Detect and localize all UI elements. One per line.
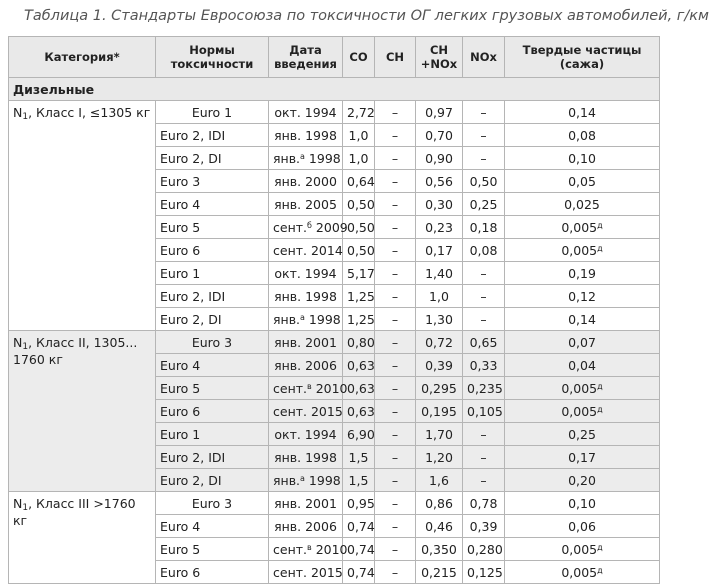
header-norm: Нормы токсичности — [156, 37, 269, 78]
chnox-cell: 0,72 — [416, 331, 463, 354]
category-rest: , Класс III >1760 кг — [13, 496, 136, 528]
date-month: янв. — [274, 196, 302, 212]
header-category: Категория* — [9, 37, 156, 78]
pm-cell — [505, 446, 660, 469]
date-month: янв. — [273, 150, 301, 166]
pm-footnote: д — [597, 565, 603, 575]
pm-value: 0,10 — [568, 150, 596, 166]
date-footnote: б — [307, 220, 312, 230]
norm-cell: Euro 3 — [156, 331, 269, 354]
category-cell — [9, 101, 156, 331]
date-month: янв. — [274, 495, 302, 511]
pm-cell — [505, 331, 660, 354]
pm-value: 0,25 — [568, 426, 596, 442]
chnox-cell: 0,70 — [416, 124, 463, 147]
date-month: янв. — [274, 288, 302, 304]
date-footnote: в — [307, 542, 312, 552]
date-year: 2010 — [311, 380, 348, 396]
date-cell — [269, 331, 343, 354]
ch-cell: – — [375, 216, 416, 239]
norm-cell: Euro 2, IDI — [156, 285, 269, 308]
nox-cell: – — [463, 262, 505, 285]
pm-value: 0,14 — [568, 104, 596, 120]
header-ch: CH — [375, 37, 416, 78]
date-month: окт. — [274, 265, 301, 281]
ch-cell: – — [375, 239, 416, 262]
chnox-cell: 0,215 — [416, 561, 463, 584]
co-cell: 0,95 — [343, 492, 375, 515]
norm-cell: Euro 3 — [156, 492, 269, 515]
ch-cell: – — [375, 101, 416, 124]
norm-cell: Euro 4 — [156, 193, 269, 216]
pm-cell — [505, 170, 660, 193]
nox-cell: – — [463, 469, 505, 492]
category-cell — [9, 331, 156, 492]
date-year: 1998 — [304, 472, 341, 488]
date-year: 2001 — [301, 495, 337, 511]
pm-value: 0,10 — [568, 495, 596, 511]
chnox-cell: 0,295 — [416, 377, 463, 400]
pm-cell — [505, 515, 660, 538]
category-main: N — [13, 105, 23, 120]
date-year: 1994 — [300, 426, 337, 442]
ch-cell: – — [375, 400, 416, 423]
date-cell — [269, 423, 343, 446]
category-cell — [9, 492, 156, 584]
date-cell — [269, 354, 343, 377]
date-cell — [269, 400, 343, 423]
ch-cell: – — [375, 147, 416, 170]
nox-cell: 0,78 — [463, 492, 505, 515]
co-cell: 0,80 — [343, 331, 375, 354]
pm-cell — [505, 262, 660, 285]
nox-cell: 0,280 — [463, 538, 505, 561]
date-cell — [269, 469, 343, 492]
date-year: 2014 — [307, 242, 343, 258]
date-month: янв. — [274, 127, 302, 143]
nox-cell: 0,18 — [463, 216, 505, 239]
ch-cell: – — [375, 515, 416, 538]
pm-value: 0,005 — [561, 219, 598, 235]
date-cell — [269, 538, 348, 561]
chnox-cell: 0,56 — [416, 170, 463, 193]
pm-value: 0,20 — [568, 472, 596, 488]
pm-cell — [505, 377, 660, 400]
date-year: 2005 — [301, 196, 337, 212]
pm-value: 0,08 — [568, 127, 596, 143]
co-cell: 0,50 — [343, 193, 375, 216]
date-cell — [269, 216, 348, 239]
date-footnote: в — [307, 381, 312, 391]
nox-cell: – — [463, 423, 505, 446]
nox-cell: – — [463, 147, 505, 170]
norm-cell: Euro 2, DI — [156, 147, 269, 170]
pm-cell — [505, 561, 660, 584]
ch-cell: – — [375, 377, 416, 400]
chnox-cell: 0,90 — [416, 147, 463, 170]
pm-value: 0,14 — [568, 311, 596, 327]
pm-value: 0,05 — [568, 173, 596, 189]
category-rest: , Класс II, 1305... 1760 кг — [13, 335, 138, 367]
nox-cell: 0,08 — [463, 239, 505, 262]
co-cell: 0,64 — [343, 170, 375, 193]
chnox-cell: 0,46 — [416, 515, 463, 538]
date-footnote: а — [300, 473, 305, 483]
chnox-cell: 0,86 — [416, 492, 463, 515]
date-year: 2015 — [307, 403, 343, 419]
date-cell — [269, 124, 343, 147]
date-month: янв. — [274, 173, 302, 189]
pm-value: 0,06 — [568, 518, 596, 534]
norm-cell: Euro 3 — [156, 170, 269, 193]
date-year: 1998 — [301, 127, 337, 143]
category-rest: , Класс I, ≤1305 кг — [28, 105, 151, 120]
header-date: Дата введения — [269, 37, 343, 78]
pm-cell — [505, 308, 660, 331]
chnox-cell: 0,350 — [416, 538, 463, 561]
emissions-table — [8, 36, 660, 584]
nox-cell: – — [463, 446, 505, 469]
ch-cell: – — [375, 469, 416, 492]
chnox-cell: 0,97 — [416, 101, 463, 124]
co-cell: 1,0 — [343, 147, 375, 170]
date-year: 1994 — [300, 265, 337, 281]
date-month: сент. — [273, 380, 307, 396]
pm-value: 0,12 — [568, 288, 596, 304]
pm-cell — [505, 101, 660, 124]
norm-cell: Euro 1 — [156, 423, 269, 446]
date-cell — [269, 239, 343, 262]
ch-cell: – — [375, 446, 416, 469]
co-cell: 1,25 — [343, 308, 375, 331]
date-footnote: а — [300, 312, 305, 322]
date-month: янв. — [273, 311, 301, 327]
ch-cell: – — [375, 193, 416, 216]
pm-value: 0,025 — [564, 196, 600, 212]
chnox-cell: 1,30 — [416, 308, 463, 331]
category-sub: 1 — [22, 342, 29, 352]
section-row — [9, 78, 660, 101]
co-cell: 5,17 — [343, 262, 375, 285]
nox-cell: – — [463, 308, 505, 331]
date-month: янв. — [274, 334, 302, 350]
date-month: янв. — [274, 518, 302, 534]
date-year: 2009 — [311, 219, 348, 235]
date-cell — [269, 285, 343, 308]
date-cell — [269, 492, 343, 515]
header-chnox: CH +NOx — [416, 37, 463, 78]
date-cell — [269, 446, 343, 469]
date-month: сент. — [273, 219, 307, 235]
ch-cell: – — [375, 561, 416, 584]
pm-value: 0,005 — [561, 242, 598, 258]
pm-cell — [505, 124, 660, 147]
date-cell — [269, 377, 348, 400]
co-cell: 6,90 — [343, 423, 375, 446]
co-cell: 0,50 — [343, 216, 375, 239]
co-cell: 0,50 — [343, 239, 375, 262]
co-cell: 0,63 — [343, 400, 375, 423]
nox-cell: 0,105 — [463, 400, 505, 423]
date-cell — [269, 262, 343, 285]
co-cell: 0,74 — [343, 515, 375, 538]
norm-cell: Euro 2, DI — [156, 469, 269, 492]
pm-footnote: д — [597, 243, 603, 253]
nox-cell: 0,125 — [463, 561, 505, 584]
nox-cell: 0,33 — [463, 354, 505, 377]
pm-value: 0,005 — [561, 403, 598, 419]
date-month: янв. — [273, 472, 301, 488]
nox-cell: – — [463, 101, 505, 124]
date-month: сент. — [273, 541, 307, 557]
pm-footnote: д — [597, 381, 603, 391]
pm-value: 0,04 — [568, 357, 596, 373]
norm-cell: Euro 4 — [156, 515, 269, 538]
category-sub: 1 — [22, 112, 29, 122]
date-month: сент. — [273, 403, 307, 419]
chnox-cell: 1,70 — [416, 423, 463, 446]
co-cell: 0,63 — [343, 354, 375, 377]
pm-value: 0,07 — [568, 334, 596, 350]
pm-cell — [505, 400, 660, 423]
norm-cell: Euro 5 — [156, 538, 269, 561]
norm-cell: Euro 1 — [156, 101, 269, 124]
date-cell — [269, 170, 343, 193]
ch-cell: – — [375, 538, 416, 561]
nox-cell: 0,50 — [463, 170, 505, 193]
date-year: 1998 — [301, 288, 337, 304]
chnox-cell: 1,20 — [416, 446, 463, 469]
pm-cell — [505, 354, 660, 377]
norm-cell: Euro 5 — [156, 216, 269, 239]
pm-value: 0,005 — [561, 541, 598, 557]
date-cell — [269, 561, 343, 584]
header-co: CO — [343, 37, 375, 78]
date-cell — [269, 147, 343, 170]
date-cell — [269, 515, 343, 538]
date-year: 2006 — [301, 518, 337, 534]
table-row — [9, 492, 660, 515]
pm-cell — [505, 423, 660, 446]
ch-cell: – — [375, 124, 416, 147]
date-year: 2001 — [301, 334, 337, 350]
nox-cell: – — [463, 285, 505, 308]
date-year: 2015 — [307, 564, 343, 580]
norm-cell: Euro 4 — [156, 354, 269, 377]
chnox-cell: 0,195 — [416, 400, 463, 423]
co-cell: 0,74 — [343, 561, 375, 584]
chnox-cell: 1,6 — [416, 469, 463, 492]
date-year: 1998 — [304, 150, 341, 166]
pm-cell — [505, 216, 660, 239]
ch-cell: – — [375, 285, 416, 308]
pm-cell — [505, 492, 660, 515]
ch-cell: – — [375, 331, 416, 354]
norm-cell: Euro 6 — [156, 561, 269, 584]
co-cell: 1,25 — [343, 285, 375, 308]
ch-cell: – — [375, 492, 416, 515]
ch-cell: – — [375, 308, 416, 331]
nox-cell: 0,65 — [463, 331, 505, 354]
date-footnote: а — [300, 151, 305, 161]
chnox-cell: 0,39 — [416, 354, 463, 377]
date-year: 2006 — [301, 357, 337, 373]
header-row — [9, 37, 660, 78]
pm-footnote: д — [597, 404, 603, 414]
category-sub: 1 — [22, 503, 29, 513]
ch-cell: – — [375, 423, 416, 446]
norm-cell: Euro 5 — [156, 377, 269, 400]
date-month: окт. — [274, 426, 301, 442]
date-year: 2000 — [301, 173, 337, 189]
date-cell — [269, 101, 343, 124]
pm-cell — [505, 239, 660, 262]
category-main: N — [13, 335, 23, 350]
date-month: сент. — [273, 242, 307, 258]
co-cell: 0,63 — [343, 377, 375, 400]
co-cell: 2,72 — [343, 101, 375, 124]
nox-cell: 0,235 — [463, 377, 505, 400]
nox-cell: 0,39 — [463, 515, 505, 538]
nox-cell: 0,25 — [463, 193, 505, 216]
pm-value: 0,19 — [568, 265, 596, 281]
co-cell: 1,5 — [343, 446, 375, 469]
date-year: 2010 — [311, 541, 348, 557]
norm-cell: Euro 1 — [156, 262, 269, 285]
date-cell — [269, 193, 343, 216]
date-month: янв. — [274, 449, 302, 465]
co-cell: 0,74 — [343, 538, 375, 561]
pm-cell — [505, 147, 660, 170]
pm-cell — [505, 469, 660, 492]
pm-cell — [505, 285, 660, 308]
table-caption: Таблица 1. Стандарты Евросоюза по токсичности ОГ легких грузовых автомобилей, г/км — [24, 8, 709, 24]
date-year: 1998 — [304, 311, 341, 327]
ch-cell: – — [375, 262, 416, 285]
chnox-cell: 0,23 — [416, 216, 463, 239]
nox-cell: – — [463, 124, 505, 147]
section-label: Дизельные — [9, 78, 660, 101]
header-nox: NOx — [463, 37, 505, 78]
pm-cell — [505, 538, 660, 561]
norm-cell: Euro 6 — [156, 239, 269, 262]
date-year: 1994 — [300, 104, 337, 120]
chnox-cell: 1,40 — [416, 262, 463, 285]
category-main: N — [13, 496, 23, 511]
table-row — [9, 101, 660, 124]
ch-cell: – — [375, 354, 416, 377]
norm-cell: Euro 2, IDI — [156, 124, 269, 147]
co-cell: 1,0 — [343, 124, 375, 147]
chnox-cell: 0,17 — [416, 239, 463, 262]
ch-cell: – — [375, 170, 416, 193]
norm-cell: Euro 2, IDI — [156, 446, 269, 469]
norm-cell: Euro 2, DI — [156, 308, 269, 331]
date-month: янв. — [274, 357, 302, 373]
table-row — [9, 331, 660, 354]
pm-value: 0,005 — [561, 564, 598, 580]
pm-footnote: д — [597, 220, 603, 230]
pm-footnote: д — [597, 542, 603, 552]
norm-cell: Euro 6 — [156, 400, 269, 423]
co-cell: 1,5 — [343, 469, 375, 492]
pm-cell — [505, 193, 660, 216]
date-year: 1998 — [301, 449, 337, 465]
chnox-cell: 1,0 — [416, 285, 463, 308]
date-cell — [269, 308, 343, 331]
date-month: окт. — [274, 104, 301, 120]
pm-value: 0,17 — [568, 449, 596, 465]
header-pm: Твердые частицы (сажа) — [505, 37, 660, 78]
date-month: сент. — [273, 564, 307, 580]
pm-value: 0,005 — [561, 380, 598, 396]
chnox-cell: 0,30 — [416, 193, 463, 216]
